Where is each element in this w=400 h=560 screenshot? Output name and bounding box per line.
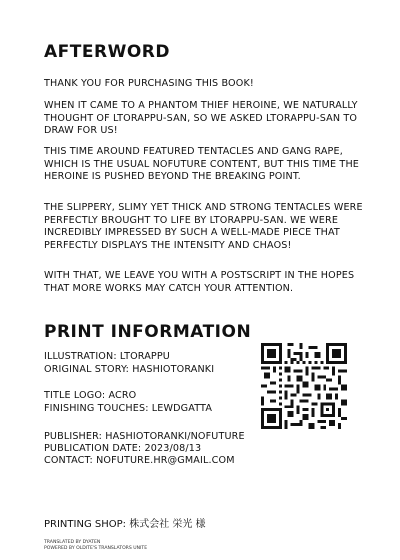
afterword-paragraph-2: WHEN IT CAME TO A PHANTOM THIEF HEROINE, WE NATURALLY THOUGHT OF LTORAPPU-SAN, SO WE ASKED LTORAPPU-SAN TO DRAW FOR US! xyxy=(44,100,358,137)
publication-date-line: PUBLICATION DATE: 2023/08/13 xyxy=(44,443,202,454)
title-logo-credit: TITLE LOGO: ACRO xyxy=(44,390,137,401)
original-story-credit: ORIGINAL STORY: HASHIOTORANKI xyxy=(44,364,215,375)
contact-line: CONTACT: NOFUTURE.HR@GMAIL.COM xyxy=(44,455,235,466)
printing-shop-line: PRINTING SHOP: 株式会社 栄光 様 xyxy=(44,519,206,530)
afterword-paragraph-5: WITH THAT, WE LEAVE YOU WITH A POSTSCRIPT IN THE HOPES THAT MORE WORKS MAY CATCH YOUR ATTENTION. xyxy=(44,270,355,294)
translator-credit: TRANSLATED BY DYATEN xyxy=(44,540,101,545)
afterword-paragraph-4: THE SLIPPERY, SLIMY YET THICK AND STRONG TENTACLES WERE PERFECTLY BROUGHT TO LIFE BY LTORAPPU-SAN. WE WERE INCREDIBLY IMPRESSED BY SUCH A WELL-MADE PIECE THAT PERFECTLY DISPLAYS THE INTENSITY AND CHAOS! xyxy=(44,202,363,251)
afterword-paragraph-3: THIS TIME AROUND FEATURED TENTACLES AND GANG RAPE, WHICH IS THE USUAL NOFUTURE CONTENT, BUT THIS TIME THE HEROINE IS PUSHED BEYOND THE BREAKING POINT. xyxy=(44,146,360,183)
finishing-touches-credit: FINISHING TOUCHES: LEWDGATTA xyxy=(44,403,213,414)
afterword-paragraph-1: THANK YOU FOR PURCHASING THIS BOOK! xyxy=(44,78,254,89)
powered-by-credit: POWERED BY OLDITE'S TRANSLATORS UNITE xyxy=(44,546,148,551)
print-information-heading: PRINT INFORMATION xyxy=(44,322,252,342)
illustration-credit: ILLUSTRATION: LTORAPPU xyxy=(44,351,170,362)
qr-code-icon[interactable] xyxy=(261,343,347,429)
publisher-line: PUBLISHER: HASHIOTORANKI/NOFUTURE xyxy=(44,431,245,442)
afterword-heading: AFTERWORD xyxy=(44,42,170,62)
